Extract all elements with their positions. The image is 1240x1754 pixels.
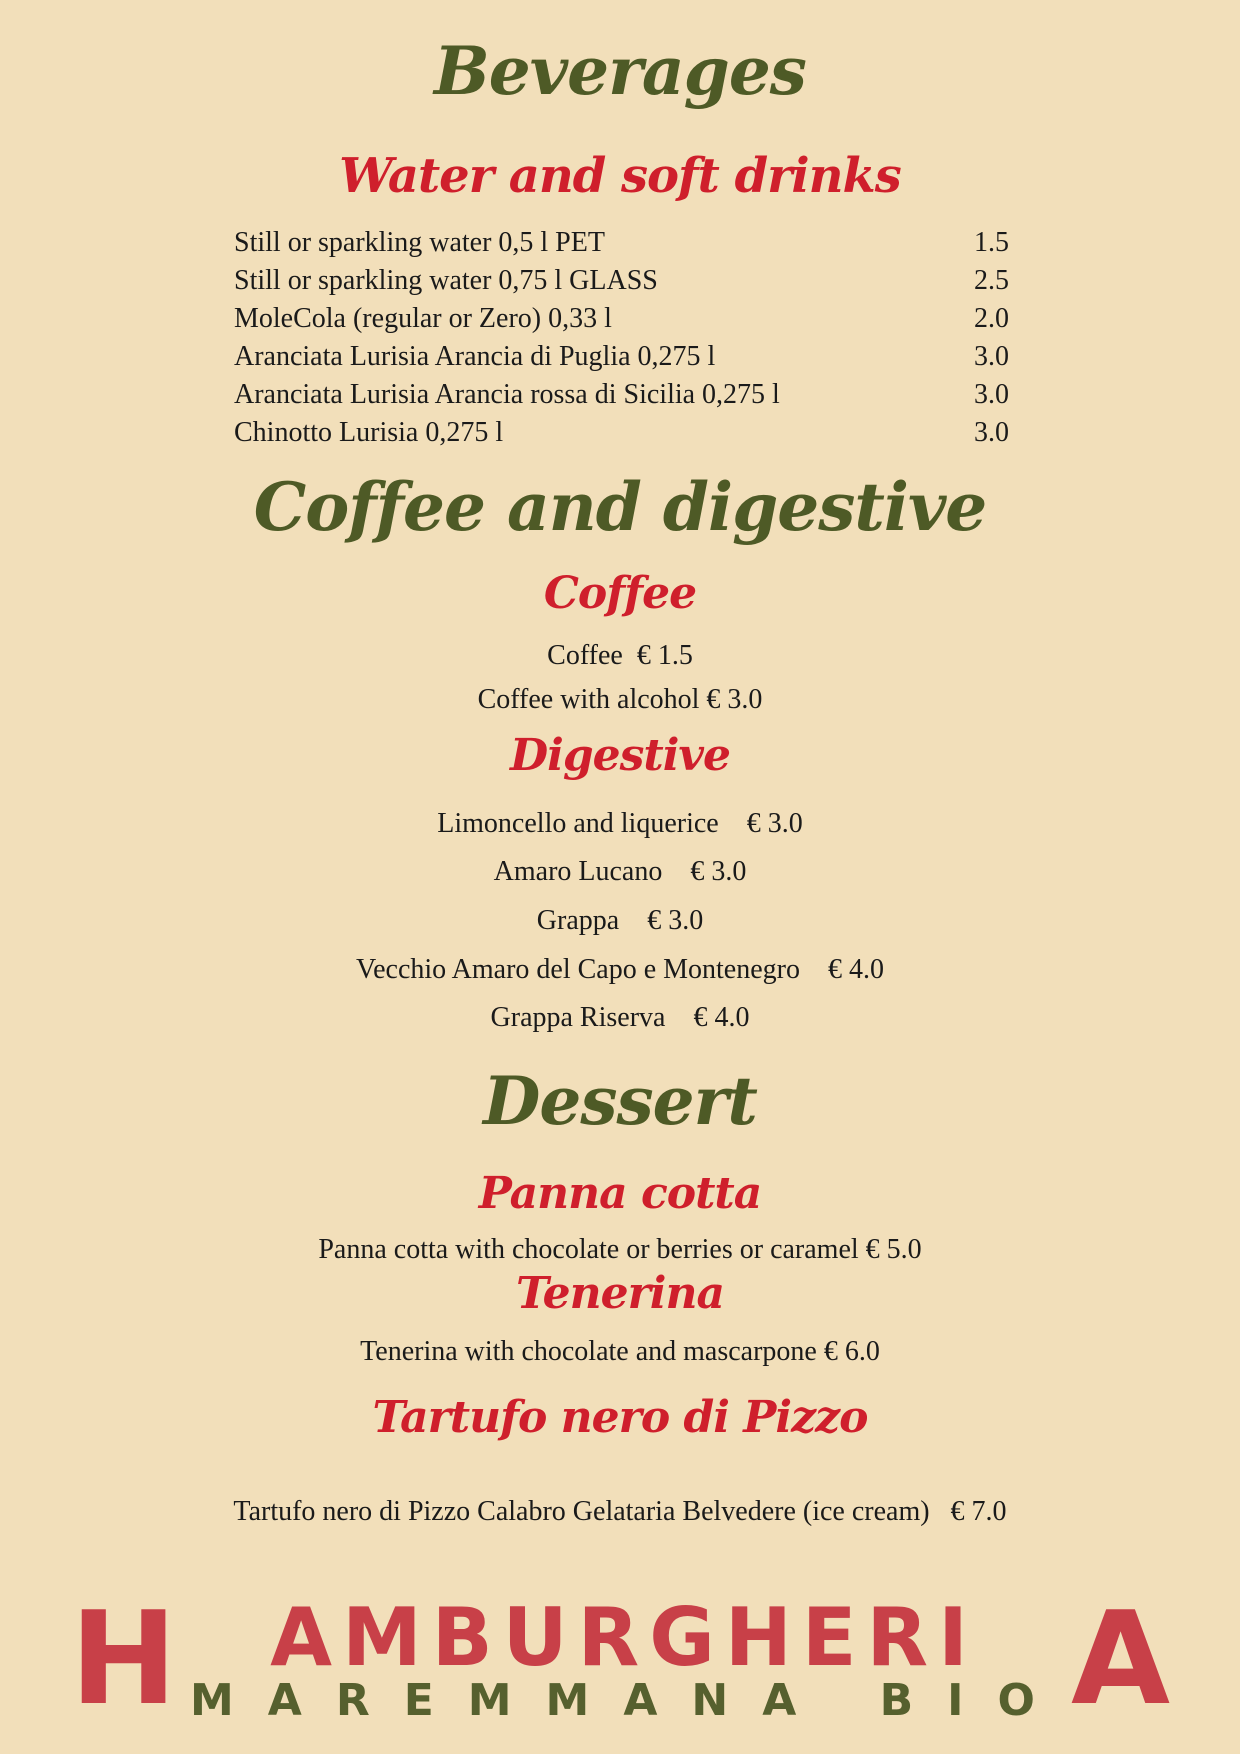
digestive-item: Vecchio Amaro del Capo e Montenegro € 4.0: [356, 954, 884, 985]
item-name: Still or sparkling water 0,5 l PET: [234, 227, 605, 258]
logo-middle-text: AMBURGHERI: [270, 1591, 978, 1684]
list-item: [234, 338, 1014, 376]
item-name: Chinotto Lurisia 0,275 l: [234, 417, 504, 448]
item-name: MoleCola (regular or Zero) 0,33 l: [234, 303, 612, 334]
item-name: Aranciata Lurisia Arancia rossa di Sicilia 0,275 l: [234, 379, 780, 410]
digestive-item: Grappa € 3.0: [536, 905, 704, 936]
item-price: 2.0: [974, 303, 1009, 334]
coffee-item: Coffee € 1.5: [547, 640, 693, 671]
panna-cotta-heading: Panna cotta: [478, 1168, 762, 1219]
digestive-item: Limoncello and liquerice € 3.0: [437, 808, 803, 839]
beverages-title: Beverages: [434, 32, 806, 110]
tartufo-heading: Tartufo nero di Pizzo: [372, 1392, 868, 1443]
dessert-title: Dessert: [483, 1062, 757, 1140]
logo-first-letter: H: [70, 1585, 178, 1734]
coffee-digestive-title: Coffee and digestive: [253, 468, 987, 546]
item-price: 3.0: [974, 341, 1009, 372]
list-item: [234, 300, 1014, 338]
soft-drinks-list: [234, 224, 1014, 452]
tartufo-item: Tartufo nero di Pizzo Calabro Gelataria Belvedere (ice cream) € 7.0: [233, 1496, 1007, 1527]
logo-subtitle: MAREMMANA BIO: [190, 1675, 1069, 1726]
panna-cotta-item: Panna cotta with chocolate or berries or caramel € 5.0: [318, 1234, 922, 1265]
logo-last-letter: A: [1070, 1585, 1170, 1734]
item-price: 3.0: [974, 379, 1009, 410]
list-item: [234, 414, 1014, 452]
list-item: [234, 376, 1014, 414]
item-name: Still or sparkling water 0,75 l GLASS: [234, 265, 658, 296]
item-price: 3.0: [974, 417, 1009, 448]
coffee-heading: Coffee: [543, 568, 697, 619]
water-soft-drinks-heading: Water and soft drinks: [339, 148, 901, 204]
digestive-heading: Digestive: [509, 730, 730, 781]
item-price: 2.5: [974, 265, 1009, 296]
tenerina-item: Tenerina with chocolate and mascarpone € 6.0: [360, 1336, 880, 1367]
list-item: [234, 262, 1014, 300]
list-item: [234, 224, 1014, 262]
digestive-item: Amaro Lucano € 3.0: [493, 856, 747, 887]
digestive-item: Grappa Riserva € 4.0: [490, 1002, 750, 1033]
item-name: Aranciata Lurisia Arancia di Puglia 0,275 l: [234, 341, 716, 372]
tenerina-heading: Tenerina: [515, 1268, 725, 1319]
item-price: 1.5: [974, 227, 1009, 258]
coffee-item: Coffee with alcohol € 3.0: [477, 684, 763, 715]
